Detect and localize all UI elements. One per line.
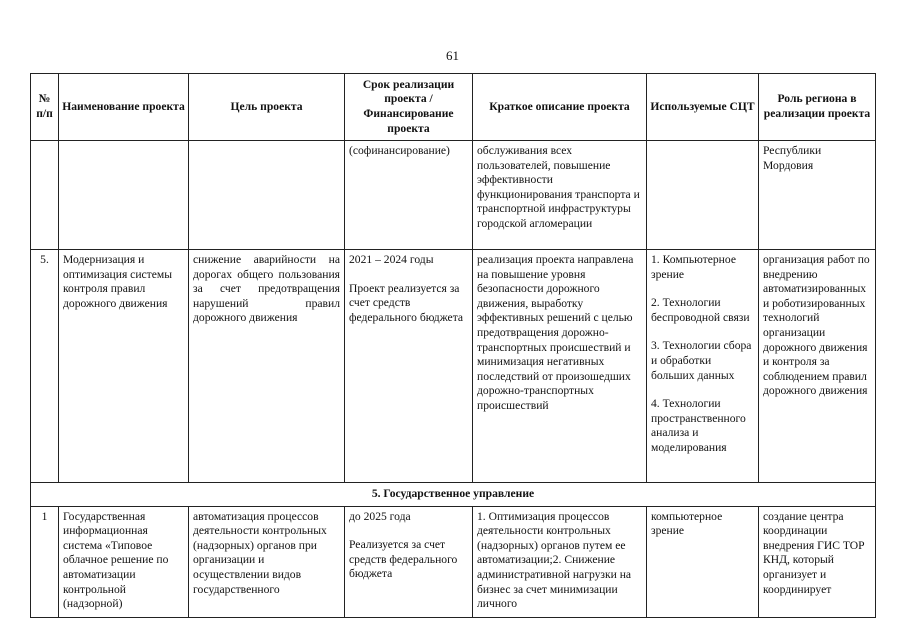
header-term: Срок реализации проекта / Финансирование проекта	[345, 74, 473, 141]
term-text: до 2025 года	[349, 509, 411, 523]
table-header-row	[31, 74, 876, 141]
projects-table	[30, 73, 876, 618]
cell-name: Государственная информационная система «Типовое облачное решение по автоматизации контрольной (надзорной)	[59, 506, 189, 617]
header-description: Краткое описание проекта	[473, 74, 647, 141]
table-row	[31, 250, 876, 483]
cell-role: создание центра координации внедрения ГИС ТОР КНД, который организует и координирует	[759, 506, 876, 617]
technology-item: 4. Технологии пространственного анализа и моделирования	[651, 397, 746, 454]
cell-description: 1. Оптимизация процессов деятельности контрольных (надзорных) органов путем ее автоматизации;2. Снижение административной нагрузки на бизнес за счет минимизации личного	[473, 506, 647, 617]
section-title: 5. Государственное управление	[31, 483, 876, 507]
cell-number: 1	[31, 506, 59, 617]
header-goal: Цель проекта	[189, 74, 345, 141]
cell-name	[59, 141, 189, 250]
term-text: 2021 – 2024 годы	[349, 253, 434, 266]
cell-number: 5.	[31, 250, 59, 483]
cell-description: реализация проекта направлена на повышение уровня безопасности дорожного движения, выработку эффективных решений с целью предотвращения дорожно-транспортных происшествий и минимизация негативных последствий от произошедших дорожно-транспортных происшествий	[473, 250, 647, 483]
cell-goal: автоматизация процессов деятельности контрольных (надзорных) органов при организации и осуществлении видов государственного	[189, 506, 345, 617]
cell-number	[31, 141, 59, 250]
cell-name: Модернизация и оптимизация системы контроля правил дорожного движения	[59, 250, 189, 483]
technology-item: 3. Технологии сбора и обработки больших данных	[651, 339, 752, 382]
cell-term: (софинансирование)	[345, 141, 473, 250]
cell-technologies	[647, 141, 759, 250]
table-row	[31, 141, 876, 250]
cell-goal: снижение аварийности на дорогах общего пользования за счет предотвращения нарушений правил дорожного движения	[189, 250, 345, 483]
header-technologies: Используемые СЦТ	[647, 74, 759, 141]
technology-item: 1. Компьютерное зрение	[651, 253, 736, 281]
financing-text: Проект реализуется за счет средств федерального бюджета	[349, 281, 464, 324]
header-number: № п/п	[31, 74, 59, 141]
cell-term	[345, 250, 473, 483]
page-number: 61	[446, 48, 459, 63]
cell-role: организация работ по внедрению автоматизированных и роботизированных технологий организации дорожного движения и контроля за соблюдением правил дорожного движения	[759, 250, 876, 483]
cell-technologies: компьютерное зрение	[647, 506, 759, 617]
financing-text: Реализуется за счет средств федерального бюджета	[349, 538, 458, 581]
header-name: Наименование проекта	[59, 74, 189, 141]
cell-term	[345, 506, 473, 617]
header-role: Роль региона в реализации проекта	[759, 74, 876, 141]
cell-technologies	[647, 250, 759, 483]
section-row	[31, 483, 876, 507]
table-row	[31, 506, 876, 617]
cell-goal	[189, 141, 345, 250]
technology-item: 2. Технологии беспроводной связи	[651, 296, 750, 324]
cell-role: Республики Мордовия	[759, 141, 876, 250]
cell-description: обслуживания всех пользователей, повышение эффективности функционирования транспорта и транспортной инфраструктуры городской агломерации	[473, 141, 647, 250]
